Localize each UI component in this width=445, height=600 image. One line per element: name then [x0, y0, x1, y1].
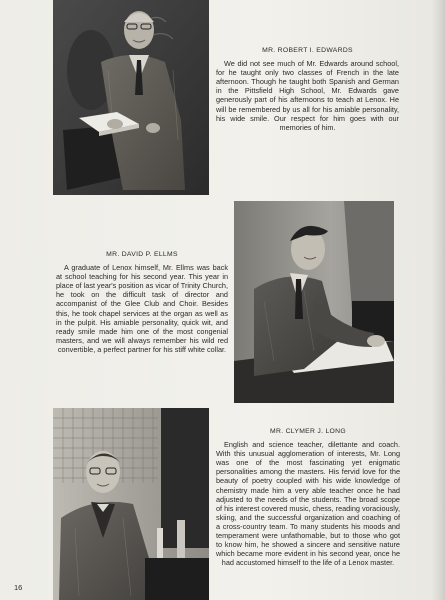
- spine-shadow: [431, 0, 445, 600]
- photo-edwards: [53, 0, 209, 195]
- teacher-name: MR. CLYMER J. LONG: [270, 428, 346, 435]
- bio-ellms: [56, 250, 228, 354]
- teacher-name: MR. DAVID P. ELLMS: [106, 251, 178, 258]
- bio-text: We did not see much of Mr. Edwards around school, for he taught only two classes of French in the late afternoon. Though he taught both Spanish and German in the Pittsfield High School, Mr. Edwards gave generously part of his afternoons to teach at Lenox. He will be remembered by us all for his amiable personality, his wide smile. Our respect for him goes with our memories of him.: [216, 59, 399, 132]
- photo-long: [53, 408, 209, 600]
- photo-ellms: [234, 201, 394, 403]
- bio-edwards: [216, 46, 399, 132]
- bio-text: English and science teacher, dilettante and coach. With this unusual agglomeration of interests, Mr. Long was one of the most fascinating yet enigmatic personalities among the masters. His fervid love for the beauty of poetry coupled with his wide knowledge of chemistry made him a very able teacher once he had adjusted to the needs of the students. The broad scope of his interest covered music, chess, reading voraciously, skiing, and the successful organization and coaching of a cross-country team. To many students his moods and temperament were unfathomable, but to those who got to know him, he showed a sincere and sensitive nature which became more evident in his second year, once he had accustomed himself to the life of a Lenox master.: [216, 440, 400, 568]
- page-number: 16: [14, 583, 23, 592]
- bio-long: [216, 427, 400, 567]
- teacher-name: MR. ROBERT I. EDWARDS: [262, 47, 353, 54]
- bio-text: A graduate of Lenox himself, Mr. Ellms was back at school teaching for his second year. This year in place of last year's position as vicar of Trinity Church, he took on the difficult task of director and accompanist of the Glee Club and Choir. Besides this, he took chapel services at the organ as well as in the pulpit. His amiable personality, quick wit, and ready smile made him one of the most congenial masters, and we will always remember his wild red convertible, a perfect partner for his stiff white collar.: [56, 263, 228, 354]
